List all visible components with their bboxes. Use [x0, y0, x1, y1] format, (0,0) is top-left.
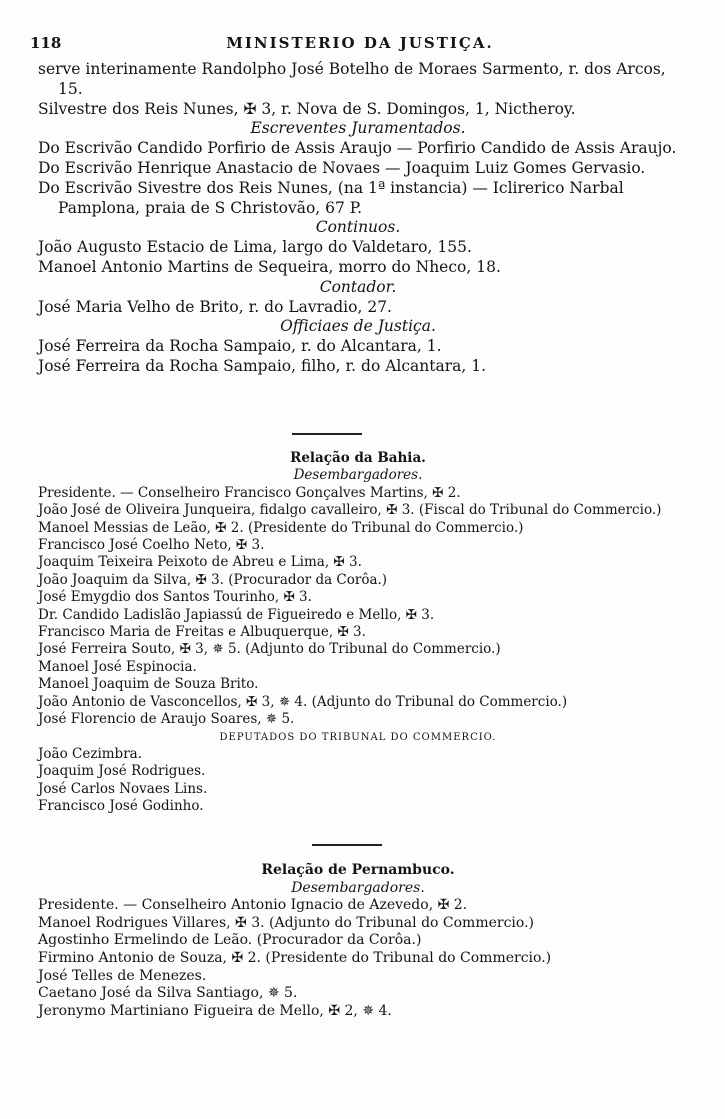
section-relacao-de-pernambuco: [38, 862, 678, 1020]
list-entry: Joaquim Teixeira Peixoto de Abreu e Lima, ✠ 3.: [38, 554, 362, 571]
list-entry: Francisco José Godinho.: [38, 798, 204, 815]
list-entry: José Maria Velho de Brito, r. do Lavradio, 27.: [38, 297, 392, 316]
subheading: Continuos.: [315, 218, 401, 237]
section-divider: [312, 844, 382, 846]
list-entry: Joaquim José Rodrigues.: [38, 763, 206, 780]
section-title: Relação da Bahia.: [290, 450, 426, 466]
list-entry: José Ferreira da Rocha Sampaio, r. do Alcantara, 1.: [38, 337, 442, 356]
section-rio-de-janeiro-staff: [38, 60, 678, 377]
list-entry: Manoel Joaquim de Souza Brito.: [38, 676, 259, 693]
list-entry: Silvestre dos Reis Nunes, ✠ 3, r. Nova de S. Domingos, 1, Nictheroy.: [38, 99, 576, 118]
list-entry: José Emygdio dos Santos Tourinho, ✠ 3.: [38, 589, 312, 606]
page-number: 118: [30, 34, 62, 52]
list-entry: João Augusto Estacio de Lima, largo do Valdetaro, 155.: [38, 238, 472, 257]
list-entry-continuation: serve interinamente Randolpho José Botelho de Moraes Sarmento, r. dos Arcos, 15.: [38, 60, 666, 98]
list-entry: Manoel Messias de Leão, ✠ 2. (Presidente do Tribunal do Commercio.): [38, 519, 524, 536]
list-entry: Presidente. — Conselheiro Francisco Gonçalves Martins, ✠ 2.: [38, 484, 461, 501]
section-title: Relação de Pernambuco.: [261, 862, 455, 878]
list-entry: Manoel Rodrigues Villares, ✠ 3. (Adjunto do Tribunal do Commercio.): [38, 914, 534, 931]
list-entry: Firmino Antonio de Souza, ✠ 2. (Presidente do Tribunal do Commercio.): [38, 949, 552, 966]
list-entry: José Telles de Menezes.: [38, 967, 207, 984]
list-entry: José Ferreira da Rocha Sampaio, filho, r. do Alcantara, 1.: [38, 356, 487, 375]
list-entry: José Florencio de Araujo Soares, ✵ 5.: [38, 711, 295, 728]
subheading: Desembargadores.: [293, 467, 423, 484]
subheading: Contador.: [319, 277, 397, 296]
list-entry: José Ferreira Souto, ✠ 3, ✵ 5. (Adjunto do Tribunal do Commercio.): [38, 641, 501, 658]
subheading: Desembargadores.: [291, 879, 425, 896]
list-entry: Jeronymo Martiniano Figueira de Mello, ✠ 2, ✵ 4.: [38, 1002, 392, 1019]
list-entry: José Carlos Novaes Lins.: [38, 780, 208, 797]
list-entry: Caetano José da Silva Santiago, ✵ 5.: [38, 985, 298, 1002]
page-header: [30, 34, 690, 60]
list-entry: João José de Oliveira Junqueira, fidalgo cavalleiro, ✠ 3. (Fiscal do Tribunal do Commercio.): [38, 502, 662, 519]
section-relacao-da-bahia: [38, 450, 678, 816]
subsection-heading: DEPUTADOS DO TRIBUNAL DO COMMERCIO.: [219, 731, 497, 743]
list-entry: Manoel Antonio Martins de Sequeira, morro do Nheco, 18.: [38, 257, 501, 276]
list-entry: Manoel José Espinocia.: [38, 658, 197, 675]
list-entry: João Cezimbra.: [38, 745, 142, 762]
list-entry: Dr. Candido Ladislão Japiassú de Figueiredo e Mello, ✠ 3.: [38, 606, 435, 623]
subheading: Officiaes de Justiça.: [280, 317, 436, 336]
list-entry: Agostinho Ermelindo de Leão. (Procurador da Corôa.): [38, 932, 422, 949]
list-entry: Francisco Maria de Freitas e Albuquerque, ✠ 3.: [38, 624, 366, 641]
list-entry: João Joaquim da Silva, ✠ 3. (Procurador da Corôa.): [38, 571, 388, 588]
list-entry: Francisco José Coelho Neto, ✠ 3.: [38, 537, 265, 554]
section-divider: [292, 433, 362, 435]
list-entry: Presidente. — Conselheiro Antonio Ignacio de Azevedo, ✠ 2.: [38, 897, 468, 914]
running-title: MINISTERIO DA JUSTIÇA.: [226, 34, 494, 52]
list-entry: Do Escrivão Candido Porfirio de Assis Araujo — Porfirio Candido de Assis Araujo.: [38, 139, 677, 158]
list-entry: Do Escrivão Henrique Anastacio de Novaes — Joaquim Luiz Gomes Gervasio.: [38, 158, 646, 177]
list-entry: Do Escrivão Sivestre dos Reis Nunes, (na 1ª instancia) — Iclirerico Narbal Pamplona, praia de S Christovão, 67 P.: [38, 178, 624, 217]
list-entry: João Antonio de Vasconcellos, ✠ 3, ✵ 4. (Adjunto do Tribunal do Commercio.): [38, 693, 568, 710]
subheading: Escreventes Juramentados.: [250, 119, 466, 138]
